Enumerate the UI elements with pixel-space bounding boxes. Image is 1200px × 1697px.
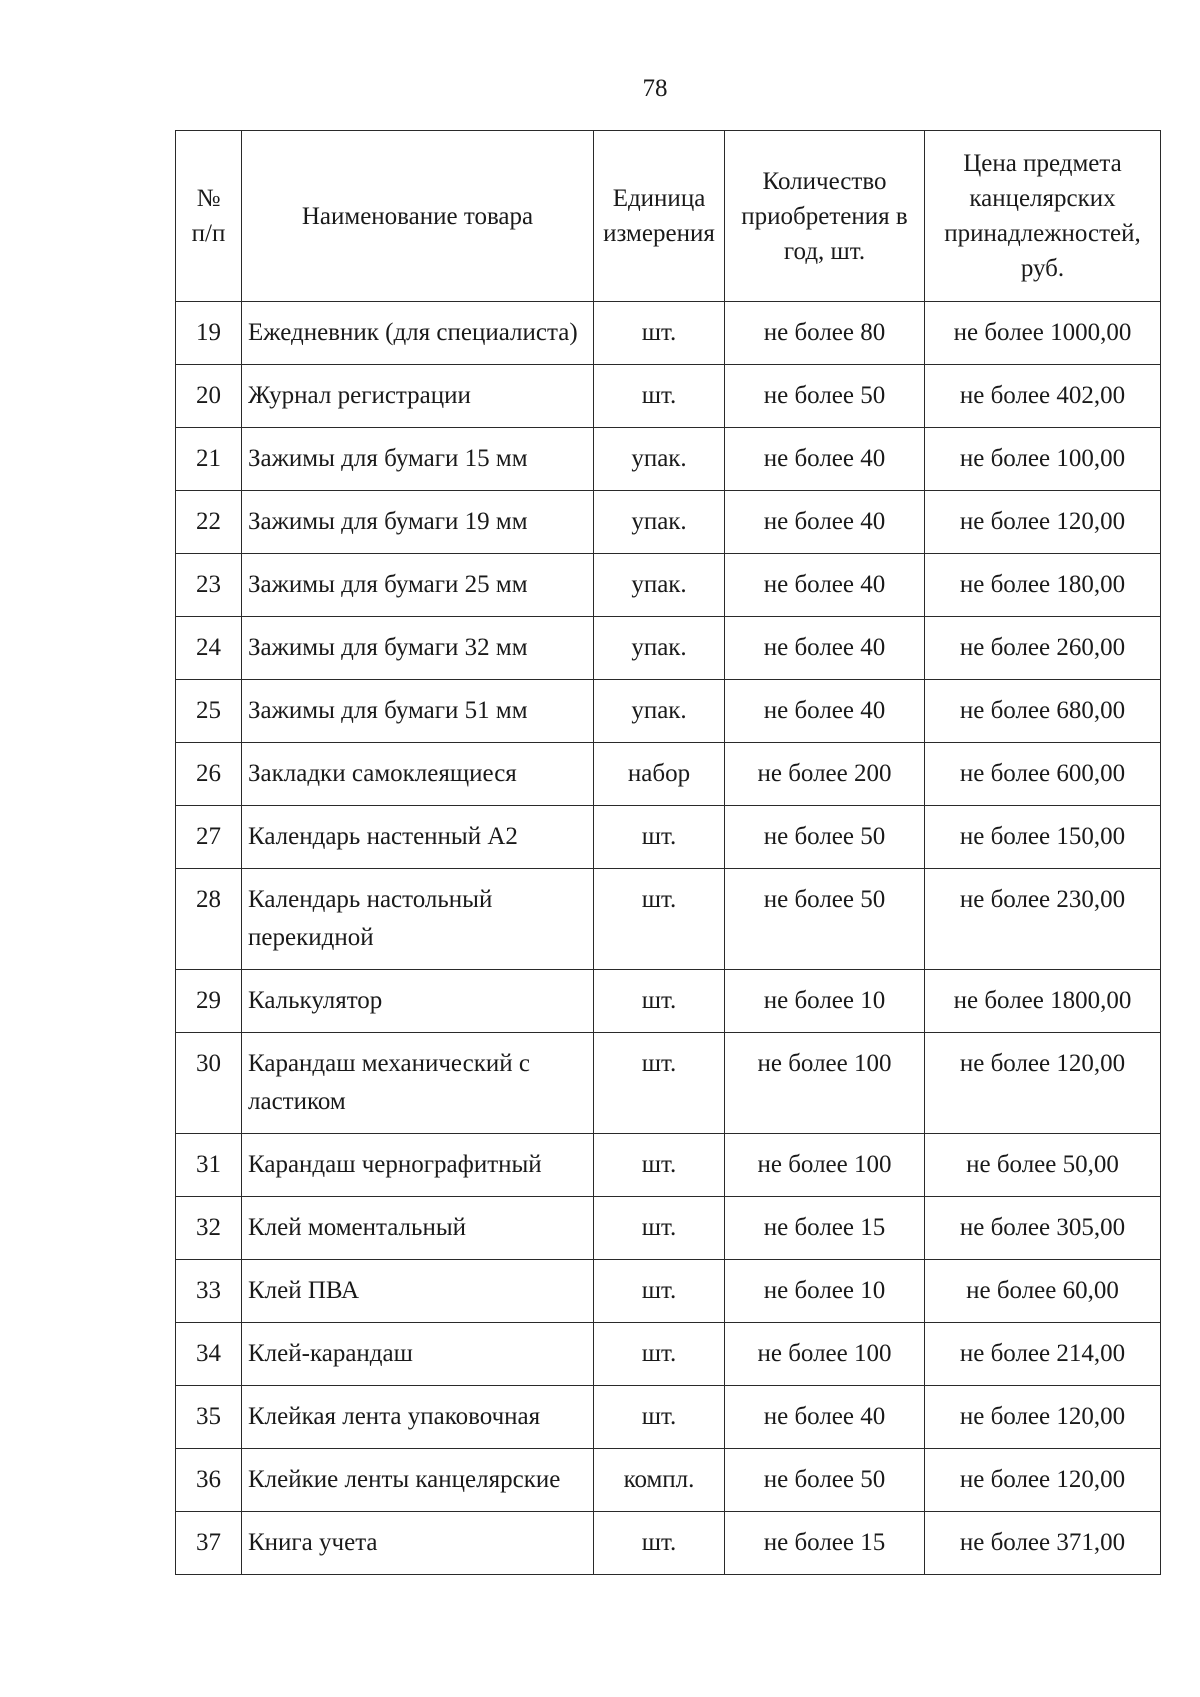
annual-quantity: не более 100 — [725, 1323, 925, 1386]
header-num: № п/п — [176, 131, 242, 302]
table-row — [176, 428, 1161, 491]
annual-quantity: не более 15 — [725, 1197, 925, 1260]
row-number: 21 — [176, 428, 242, 491]
row-number: 28 — [176, 869, 242, 970]
row-number: 19 — [176, 302, 242, 365]
table-row — [176, 1197, 1161, 1260]
item-name: Закладки самоклеящиеся — [242, 743, 594, 806]
row-number: 24 — [176, 617, 242, 680]
row-number: 34 — [176, 1323, 242, 1386]
annual-quantity: не более 100 — [725, 1134, 925, 1197]
annual-quantity: не более 50 — [725, 806, 925, 869]
item-name: Календарь настольный перекидной — [242, 869, 594, 970]
unit-of-measure: шт. — [594, 1197, 725, 1260]
annual-quantity: не более 50 — [725, 365, 925, 428]
table-row — [176, 970, 1161, 1033]
item-name: Карандаш чернографитный — [242, 1134, 594, 1197]
item-price: не более 214,00 — [925, 1323, 1161, 1386]
table-row — [176, 1134, 1161, 1197]
unit-of-measure: упак. — [594, 491, 725, 554]
unit-of-measure: набор — [594, 743, 725, 806]
annual-quantity: не более 40 — [725, 1386, 925, 1449]
row-number: 35 — [176, 1386, 242, 1449]
table-row — [176, 680, 1161, 743]
item-name: Калькулятор — [242, 970, 594, 1033]
unit-of-measure: упак. — [594, 554, 725, 617]
item-name: Книга учета — [242, 1512, 594, 1575]
row-number: 31 — [176, 1134, 242, 1197]
unit-of-measure: шт. — [594, 1033, 725, 1134]
table-row — [176, 1449, 1161, 1512]
item-price: не более 120,00 — [925, 1386, 1161, 1449]
annual-quantity: не более 40 — [725, 554, 925, 617]
row-number: 32 — [176, 1197, 242, 1260]
page-number: 78 — [642, 75, 668, 102]
item-price: не более 230,00 — [925, 869, 1161, 970]
item-price: не более 260,00 — [925, 617, 1161, 680]
table-row — [176, 743, 1161, 806]
row-number: 22 — [176, 491, 242, 554]
row-number: 27 — [176, 806, 242, 869]
item-name: Клейкая лента упаковочная — [242, 1386, 594, 1449]
unit-of-measure: упак. — [594, 680, 725, 743]
item-name: Клейкие ленты канцелярские — [242, 1449, 594, 1512]
annual-quantity: не более 15 — [725, 1512, 925, 1575]
header-name: Наименование товара — [242, 131, 594, 302]
annual-quantity: не более 10 — [725, 1260, 925, 1323]
unit-of-measure: шт. — [594, 1260, 725, 1323]
item-price: не более 1800,00 — [925, 970, 1161, 1033]
item-price: не более 120,00 — [925, 1449, 1161, 1512]
item-price: не более 120,00 — [925, 1033, 1161, 1134]
row-number: 29 — [176, 970, 242, 1033]
table-row — [176, 365, 1161, 428]
unit-of-measure: шт. — [594, 1512, 725, 1575]
goods-table — [175, 130, 1161, 1575]
header-price: Цена предмета канцелярских принадлежностей, руб. — [925, 131, 1161, 302]
item-name: Карандаш механический с ластиком — [242, 1033, 594, 1134]
row-number: 26 — [176, 743, 242, 806]
unit-of-measure: упак. — [594, 428, 725, 491]
unit-of-measure: шт. — [594, 806, 725, 869]
table-row — [176, 302, 1161, 365]
item-name: Зажимы для бумаги 15 мм — [242, 428, 594, 491]
unit-of-measure: шт. — [594, 869, 725, 970]
item-name: Журнал регистрации — [242, 365, 594, 428]
header-qty: Количество приобретения в год, шт. — [725, 131, 925, 302]
table-row — [176, 1033, 1161, 1134]
table-row — [176, 554, 1161, 617]
annual-quantity: не более 10 — [725, 970, 925, 1033]
unit-of-measure: шт. — [594, 1134, 725, 1197]
unit-of-measure: упак. — [594, 617, 725, 680]
item-name: Клей-карандаш — [242, 1323, 594, 1386]
table-row — [176, 806, 1161, 869]
row-number: 30 — [176, 1033, 242, 1134]
unit-of-measure: шт. — [594, 970, 725, 1033]
item-price: не более 100,00 — [925, 428, 1161, 491]
table-row — [176, 1512, 1161, 1575]
item-price: не более 1000,00 — [925, 302, 1161, 365]
unit-of-measure: шт. — [594, 1386, 725, 1449]
item-price: не более 680,00 — [925, 680, 1161, 743]
table-row — [176, 1323, 1161, 1386]
annual-quantity: не более 80 — [725, 302, 925, 365]
table-header — [176, 131, 1161, 302]
annual-quantity: не более 40 — [725, 491, 925, 554]
table-row — [176, 617, 1161, 680]
annual-quantity: не более 40 — [725, 617, 925, 680]
table-row — [176, 869, 1161, 970]
item-price: не более 120,00 — [925, 491, 1161, 554]
item-price: не более 371,00 — [925, 1512, 1161, 1575]
annual-quantity: не более 100 — [725, 1033, 925, 1134]
row-number: 25 — [176, 680, 242, 743]
row-number: 37 — [176, 1512, 242, 1575]
unit-of-measure: шт. — [594, 365, 725, 428]
item-price: не более 60,00 — [925, 1260, 1161, 1323]
item-price: не более 50,00 — [925, 1134, 1161, 1197]
row-number: 23 — [176, 554, 242, 617]
item-name: Ежедневник (для специалиста) — [242, 302, 594, 365]
table-row — [176, 1386, 1161, 1449]
item-price: не более 600,00 — [925, 743, 1161, 806]
item-name: Зажимы для бумаги 25 мм — [242, 554, 594, 617]
item-name: Календарь настенный А2 — [242, 806, 594, 869]
annual-quantity: не более 200 — [725, 743, 925, 806]
annual-quantity: не более 40 — [725, 428, 925, 491]
item-name: Зажимы для бумаги 51 мм — [242, 680, 594, 743]
item-name: Зажимы для бумаги 32 мм — [242, 617, 594, 680]
annual-quantity: не более 40 — [725, 680, 925, 743]
item-name: Клей моментальный — [242, 1197, 594, 1260]
row-number: 33 — [176, 1260, 242, 1323]
table-row — [176, 491, 1161, 554]
table-row — [176, 1260, 1161, 1323]
annual-quantity: не более 50 — [725, 869, 925, 970]
header-unit: Единица измерения — [594, 131, 725, 302]
annual-quantity: не более 50 — [725, 1449, 925, 1512]
row-number: 36 — [176, 1449, 242, 1512]
item-price: не более 402,00 — [925, 365, 1161, 428]
item-price: не более 180,00 — [925, 554, 1161, 617]
table-body — [176, 302, 1161, 1575]
unit-of-measure: компл. — [594, 1449, 725, 1512]
header-row — [176, 131, 1161, 302]
item-name: Зажимы для бумаги 19 мм — [242, 491, 594, 554]
item-price: не более 150,00 — [925, 806, 1161, 869]
row-number: 20 — [176, 365, 242, 428]
item-price: не более 305,00 — [925, 1197, 1161, 1260]
item-name: Клей ПВА — [242, 1260, 594, 1323]
unit-of-measure: шт. — [594, 1323, 725, 1386]
unit-of-measure: шт. — [594, 302, 725, 365]
